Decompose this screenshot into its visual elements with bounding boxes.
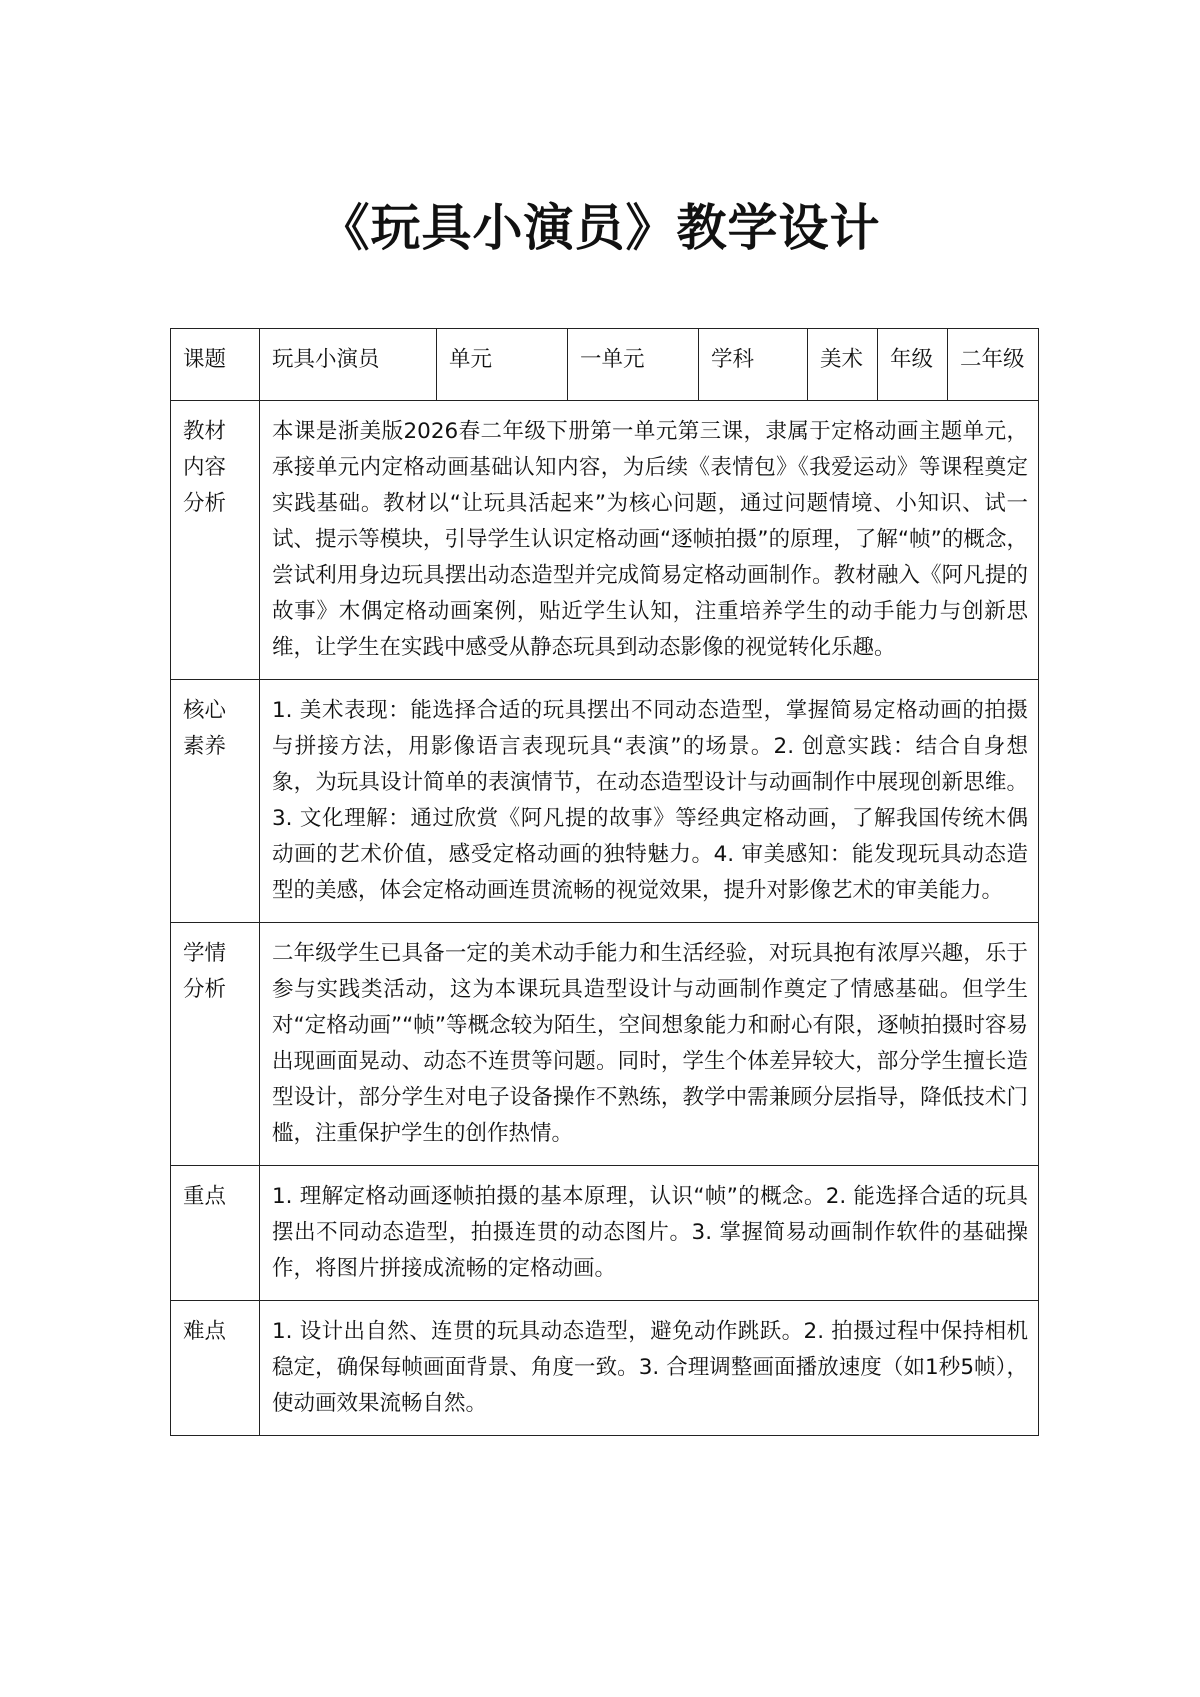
label-line: 分析 bbox=[183, 977, 227, 1002]
label-line: 难点 bbox=[183, 1319, 227, 1344]
section-content: 1. 理解定格动画逐帧拍摄的基本原理，认识“帧”的概念。2. 能选择合适的玩具摆出不同动态造型，拍摄连贯的动态图片。3. 掌握简易动画制作软件的基础操作，将图片拼接成流畅的定格动画。 bbox=[260, 1166, 1039, 1301]
section-row-difficulties bbox=[171, 1301, 1039, 1436]
subject-label: 学科 bbox=[699, 329, 808, 401]
section-content: 二年级学生已具备一定的美术动手能力和生活经验，对玩具抱有浓厚兴趣，乐于参与实践类活动，这为本课玩具造型设计与动画制作奠定了情感基础。但学生对“定格动画”“帧”等概念较为陌生，空间想象能力和耐心有限，逐帧拍摄时容易出现画面晃动、动态不连贯等问题。同时，学生个体差异较大，部分学生擅长造型设计，部分学生对电子设备操作不熟练，教学中需兼顾分层指导，降低技术门槛，注重保护学生的创作热情。 bbox=[260, 923, 1039, 1166]
section-row-key-points bbox=[171, 1166, 1039, 1301]
label-line: 内容 bbox=[183, 455, 227, 480]
topic-label: 课题 bbox=[171, 329, 260, 401]
topic-value: 玩具小演员 bbox=[260, 329, 437, 401]
header-row bbox=[171, 329, 1039, 401]
grade-label: 年级 bbox=[878, 329, 948, 401]
unit-value: 一单元 bbox=[568, 329, 699, 401]
section-label bbox=[171, 1166, 260, 1301]
section-row-textbook-analysis bbox=[171, 401, 1039, 680]
label-line: 素养 bbox=[183, 734, 227, 759]
subject-value: 美术 bbox=[808, 329, 878, 401]
label-line: 重点 bbox=[183, 1184, 227, 1209]
document-title: 《玩具小演员》教学设计 bbox=[319, 199, 881, 257]
section-content: 1. 设计出自然、连贯的玩具动态造型，避免动作跳跃。2. 拍摄过程中保持相机稳定，确保每帧画面背景、角度一致。3. 合理调整画面播放速度（如1秒5帧），使动画效果流畅自然。 bbox=[260, 1301, 1039, 1436]
section-row-learner-analysis bbox=[171, 923, 1039, 1166]
lesson-plan-table bbox=[170, 328, 1039, 1436]
grade-value: 二年级 bbox=[948, 329, 1039, 401]
section-content: 1. 美术表现：能选择合适的玩具摆出不同动态造型，掌握简易定格动画的拍摄与拼接方法，用影像语言表现玩具“表演”的场景。2. 创意实践：结合自身想象，为玩具设计简单的表演情节，在动态造型设计与动画制作中展现创新思维。3. 文化理解：通过欣赏《阿凡提的故事》等经典定格动画，了解我国传统木偶动画的艺术价值，感受定格动画的独特魅力。4. 审美感知：能发现玩具动态造型的美感，体会定格动画连贯流畅的视觉效果，提升对影像艺术的审美能力。 bbox=[260, 680, 1039, 923]
unit-label: 单元 bbox=[437, 329, 568, 401]
label-line: 学情 bbox=[183, 941, 227, 966]
section-content: 本课是浙美版2026春二年级下册第一单元第三课，隶属于定格动画主题单元，承接单元内定格动画基础认知内容，为后续《表情包》《我爱运动》等课程奠定实践基础。教材以“让玩具活起来”为核心问题，通过问题情境、小知识、试一试、提示等模块，引导学生认识定格动画“逐帧拍摄”的原理，了解“帧”的概念，尝试利用身边玩具摆出动态造型并完成简易定格动画制作。教材融入《阿凡提的故事》木偶定格动画案例，贴近学生认知，注重培养学生的动手能力与创新思维，让学生在实践中感受从静态玩具到动态影像的视觉转化乐趣。 bbox=[260, 401, 1039, 680]
section-label bbox=[171, 401, 260, 680]
section-label bbox=[171, 680, 260, 923]
label-line: 核心 bbox=[183, 698, 227, 723]
section-row-core-literacy bbox=[171, 680, 1039, 923]
label-line: 分析 bbox=[183, 491, 227, 516]
section-label bbox=[171, 923, 260, 1166]
section-label bbox=[171, 1301, 260, 1436]
label-line: 教材 bbox=[183, 419, 227, 444]
